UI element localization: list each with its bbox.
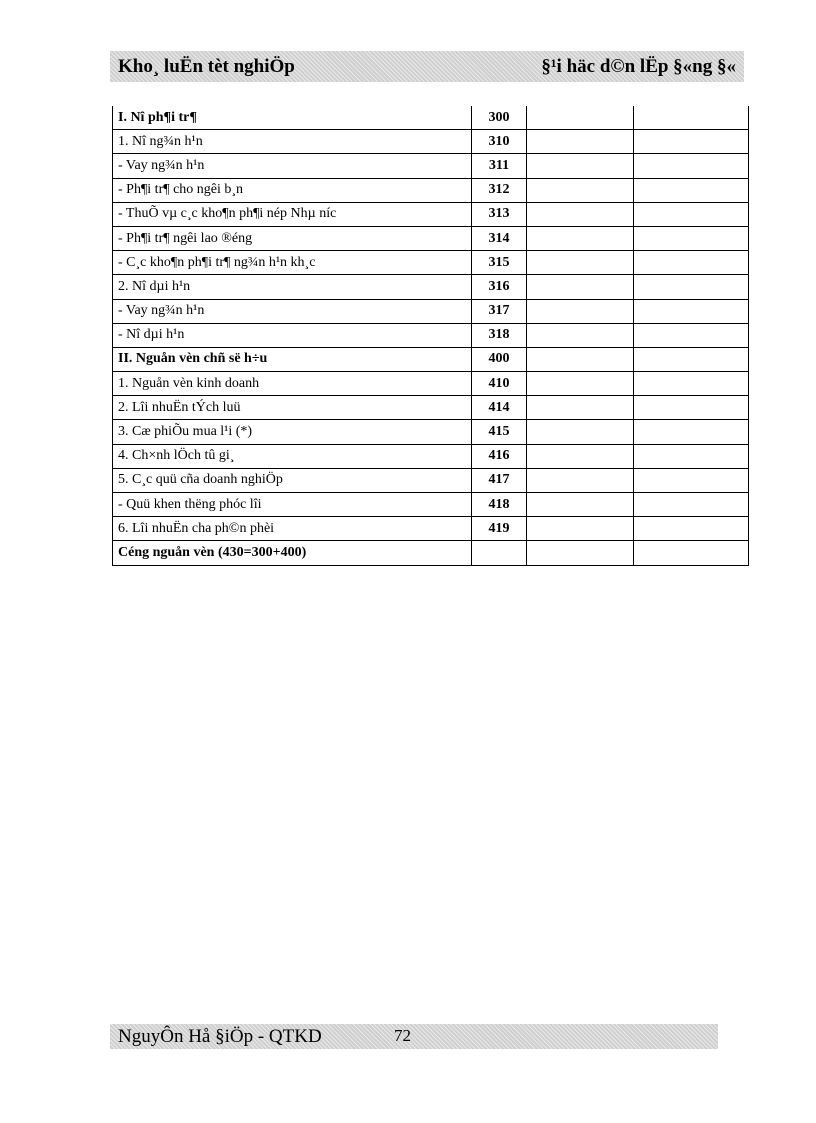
table-row <box>113 323 749 347</box>
cell-end-year <box>634 178 749 202</box>
cell-start-year <box>527 106 634 130</box>
author-name: NguyÔn Hå §iÖp - QTKD <box>118 1026 322 1047</box>
cell-start-year <box>527 323 634 347</box>
cell-end-year <box>634 130 749 154</box>
table-row <box>113 130 749 154</box>
table-row <box>113 251 749 275</box>
cell-start-year <box>527 468 634 492</box>
table-row <box>113 178 749 202</box>
cell-end-year <box>634 251 749 275</box>
row-label: - Quü khen thëng phóc lîi <box>113 493 472 517</box>
table-row <box>113 541 749 565</box>
row-code: 300 <box>472 106 527 130</box>
cell-start-year <box>527 251 634 275</box>
row-code: 318 <box>472 323 527 347</box>
cell-start-year <box>527 347 634 371</box>
row-label: - Nî dµi h¹n <box>113 323 472 347</box>
university-name: §¹i häc d©n lËp §«ng §« <box>541 56 736 77</box>
table-row <box>113 420 749 444</box>
row-code: 311 <box>472 154 527 178</box>
cell-end-year <box>634 202 749 226</box>
table-row <box>113 299 749 323</box>
page-footer <box>110 1024 718 1049</box>
cell-start-year <box>527 226 634 250</box>
cell-end-year <box>634 468 749 492</box>
page-number: 72 <box>394 1026 411 1045</box>
table-row <box>113 347 749 371</box>
cell-start-year <box>527 299 634 323</box>
cell-end-year <box>634 275 749 299</box>
cell-end-year <box>634 226 749 250</box>
cell-start-year <box>527 541 634 565</box>
row-label: - Ph¶i tr¶ ngêi lao ®éng <box>113 226 472 250</box>
cell-start-year <box>527 178 634 202</box>
cell-end-year <box>634 420 749 444</box>
cell-start-year <box>527 154 634 178</box>
cell-end-year <box>634 154 749 178</box>
table-row <box>113 517 749 541</box>
cell-end-year <box>634 106 749 130</box>
row-label: Céng nguån vèn (430=300+400) <box>113 541 472 565</box>
row-code: 419 <box>472 517 527 541</box>
thesis-label: Kho¸ luËn tèt nghiÖp <box>118 56 295 77</box>
row-label: 2. Lîi nhuËn tÝch luü <box>113 396 472 420</box>
cell-start-year <box>527 130 634 154</box>
cell-end-year <box>634 323 749 347</box>
row-code: 315 <box>472 251 527 275</box>
table-row <box>113 202 749 226</box>
row-code: 317 <box>472 299 527 323</box>
row-code: 314 <box>472 226 527 250</box>
table-row <box>113 396 749 420</box>
row-code: 415 <box>472 420 527 444</box>
row-label: - Vay ng¾n h¹n <box>113 154 472 178</box>
table-row <box>113 106 749 130</box>
cell-end-year <box>634 493 749 517</box>
row-label: 3. Cæ phiÕu mua l¹i (*) <box>113 420 472 444</box>
row-code <box>472 541 527 565</box>
table-row <box>113 275 749 299</box>
row-label: II. Nguån vèn chñ së h÷u <box>113 347 472 371</box>
cell-end-year <box>634 347 749 371</box>
cell-start-year <box>527 517 634 541</box>
table-row <box>113 444 749 468</box>
row-label: - Ph¶i tr¶ cho ngêi b¸n <box>113 178 472 202</box>
row-code: 316 <box>472 275 527 299</box>
row-label: 4. Ch×nh lÖch tû gi¸ <box>113 444 472 468</box>
cell-start-year <box>527 372 634 396</box>
row-label: 1. Nguån vèn kinh doanh <box>113 372 472 396</box>
row-label: - C¸c kho¶n ph¶i tr¶ ng¾n h¹n kh¸c <box>113 251 472 275</box>
cell-start-year <box>527 444 634 468</box>
cell-start-year <box>527 420 634 444</box>
cell-end-year <box>634 444 749 468</box>
cell-end-year <box>634 396 749 420</box>
table-row <box>113 154 749 178</box>
row-label: I. Nî ph¶i tr¶ <box>113 106 472 130</box>
row-label: - Vay ng¾n h¹n <box>113 299 472 323</box>
table-row <box>113 226 749 250</box>
row-label: 2. Nî dµi h¹n <box>113 275 472 299</box>
table-row <box>113 372 749 396</box>
cell-end-year <box>634 517 749 541</box>
table-row <box>113 468 749 492</box>
page-header <box>110 51 744 82</box>
table-row <box>113 493 749 517</box>
row-code: 410 <box>472 372 527 396</box>
row-code: 313 <box>472 202 527 226</box>
cell-start-year <box>527 202 634 226</box>
cell-start-year <box>527 396 634 420</box>
row-code: 416 <box>472 444 527 468</box>
cell-end-year <box>634 372 749 396</box>
row-code: 414 <box>472 396 527 420</box>
row-code: 418 <box>472 493 527 517</box>
row-label: 1. Nî ng¾n h¹n <box>113 130 472 154</box>
row-code: 417 <box>472 468 527 492</box>
row-label: 6. Lîi nhuËn cha ph©n phèi <box>113 517 472 541</box>
cell-end-year <box>634 299 749 323</box>
balance-sheet-table <box>112 106 749 566</box>
cell-start-year <box>527 275 634 299</box>
row-label: - ThuÕ vµ c¸c kho¶n ph¶i nép Nhµ níc <box>113 202 472 226</box>
cell-end-year <box>634 541 749 565</box>
cell-start-year <box>527 493 634 517</box>
row-label: 5. C¸c quü cña doanh nghiÖp <box>113 468 472 492</box>
row-code: 400 <box>472 347 527 371</box>
row-code: 312 <box>472 178 527 202</box>
row-code: 310 <box>472 130 527 154</box>
